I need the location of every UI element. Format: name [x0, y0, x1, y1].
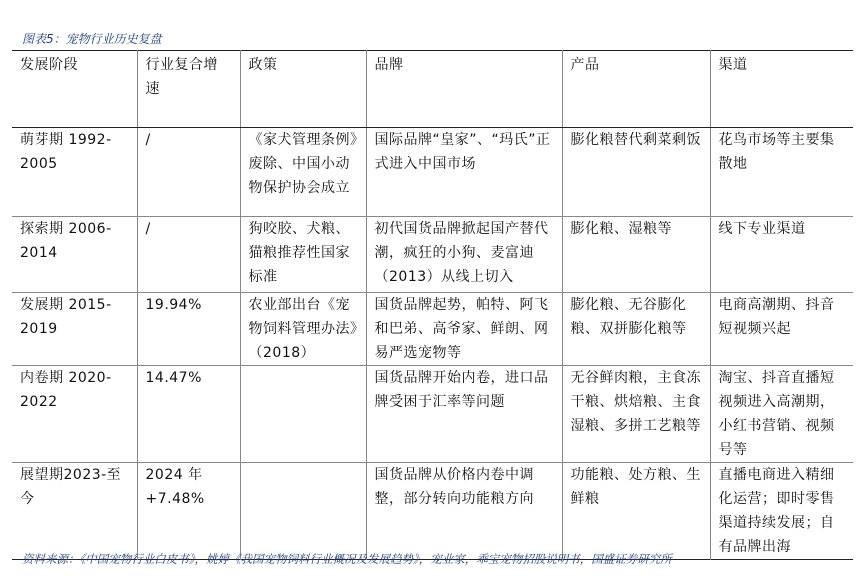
- header-policy: 政策: [240, 51, 366, 128]
- header-channel: 渠道: [710, 51, 853, 128]
- cell-growth: /: [137, 217, 240, 293]
- source-note: 资料来源：《中国宠物行业白皮书》，姚婷《我国宠物饲料行业概况及发展趋势》，宠业家，乖宝宠物招股说明书，国盛证券研究所: [22, 552, 672, 566]
- header-brand: 品牌: [366, 51, 562, 128]
- cell-channel: 直播电商进入精细化运营；即时零售渠道持续发展；自有品牌出海: [710, 463, 853, 560]
- table-row: [12, 293, 853, 366]
- cell-growth: 14.47%: [137, 366, 240, 463]
- cell-channel: 电商高潮期、抖音短视频兴起: [710, 293, 853, 366]
- cell-product: 无谷鲜肉粮，主食冻干粮、烘焙粮、主食湿粮、多拼工艺粮等: [562, 366, 710, 463]
- cell-brand: 国货品牌起势，帕特、阿飞和巴弟、高爷家、鲜朗、网易严选宠物等: [366, 293, 562, 366]
- cell-policy: [240, 463, 366, 560]
- cell-policy: 狗咬胶、犬粮、猫粮推荐性国家标准: [240, 217, 366, 293]
- cell-stage: 展望期2023-至今: [12, 463, 137, 560]
- cell-product: 功能粮、处方粮、生鲜粮: [562, 463, 710, 560]
- figure-caption: 图表5：宠物行业历史复盘: [22, 32, 162, 46]
- table-row: [12, 463, 853, 560]
- header-growth: 行业复合增速: [137, 51, 240, 128]
- cell-policy: [240, 366, 366, 463]
- cell-brand: 国际品牌“皇家”、“玛氏”正式进入中国市场: [366, 128, 562, 217]
- history-table: [12, 50, 853, 560]
- header-stage: 发展阶段: [12, 51, 137, 128]
- table-row: [12, 128, 853, 217]
- cell-stage: 内卷期 2020-2022: [12, 366, 137, 463]
- cell-policy: 《家犬管理条例》废除、中国小动物保护协会成立: [240, 128, 366, 217]
- cell-channel: 花鸟市场等主要集散地: [710, 128, 853, 217]
- header-product: 产品: [562, 51, 710, 128]
- table-row: [12, 366, 853, 463]
- cell-policy: 农业部出台《宠物饲料管理办法》（2018）: [240, 293, 366, 366]
- table-header-row: [12, 51, 853, 128]
- cell-brand: 国货品牌从价格内卷中调整，部分转向功能粮方向: [366, 463, 562, 560]
- cell-channel: 淘宝、抖音直播短视频进入高潮期，小红书营销、视频号等: [710, 366, 853, 463]
- cell-stage: 萌芽期 1992-2005: [12, 128, 137, 217]
- cell-stage: 发展期 2015-2019: [12, 293, 137, 366]
- cell-product: 膨化粮替代剩菜剩饭: [562, 128, 710, 217]
- cell-brand: 初代国货品牌掀起国产替代潮，疯狂的小狗、麦富迪（2013）从线上切入: [366, 217, 562, 293]
- table-row: [12, 217, 853, 293]
- cell-product: 膨化粮、无谷膨化粮、双拼膨化粮等: [562, 293, 710, 366]
- cell-brand: 国货品牌开始内卷，进口品牌受困于汇率等问题: [366, 366, 562, 463]
- cell-product: 膨化粮、湿粮等: [562, 217, 710, 293]
- cell-channel: 线下专业渠道: [710, 217, 853, 293]
- cell-stage: 探索期 2006-2014: [12, 217, 137, 293]
- cell-growth: /: [137, 128, 240, 217]
- cell-growth: 2024 年 +7.48%: [137, 463, 240, 560]
- cell-growth: 19.94%: [137, 293, 240, 366]
